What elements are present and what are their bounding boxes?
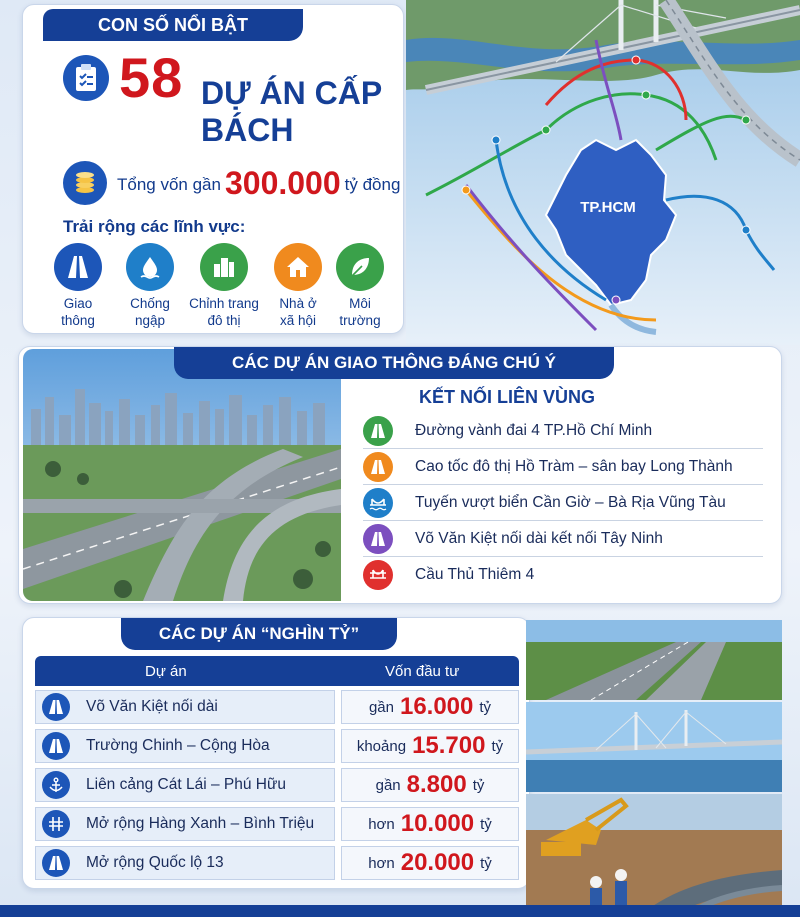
urgent-project-count: 58 xyxy=(119,46,184,109)
capital-qualifier: khoảng xyxy=(356,737,407,755)
project-row xyxy=(363,413,763,449)
total-capital xyxy=(117,165,400,202)
project-name: Tuyến vượt biển Cần Giờ – Bà Rịa Vũng Tàu xyxy=(415,493,726,511)
column-project: Dự án xyxy=(145,663,187,680)
capital-value: 8.800 xyxy=(406,771,467,798)
sector-line2: thông xyxy=(61,313,95,328)
capital-prefix: Tổng vốn gần xyxy=(117,175,221,194)
highlights-card xyxy=(22,4,404,334)
sector-line1: Nhà ở xyxy=(279,296,317,311)
clipboard-icon xyxy=(63,55,109,101)
sector-line1: Chống xyxy=(130,296,170,311)
project-name: Cầu Thủ Thiêm 4 xyxy=(415,566,535,583)
urgent-project-label: DỰ ÁN CẤP BÁCH xyxy=(201,75,382,148)
capital-unit: tỷ xyxy=(480,854,492,872)
construction-photos xyxy=(526,620,782,917)
capital-value: 20.000 xyxy=(400,849,475,876)
road-icon xyxy=(42,849,70,877)
sector-line2: đô thị xyxy=(207,313,241,328)
project-name: Võ Văn Kiệt nối dài kết nối Tây Ninh xyxy=(415,529,663,547)
road-icon xyxy=(54,243,102,291)
capital-value: 16.000 xyxy=(399,693,474,720)
house-icon xyxy=(274,243,322,291)
project-row xyxy=(363,521,763,557)
project-name: Võ Văn Kiệt nối dài xyxy=(86,698,218,715)
capital-value: 15.700 xyxy=(412,732,486,759)
sector-transport xyxy=(43,243,113,329)
interchange-icon xyxy=(42,810,70,838)
project-name: Mở rộng Quốc lộ 13 xyxy=(86,854,224,871)
table-header xyxy=(35,656,519,686)
coins-icon xyxy=(63,161,107,205)
road-icon xyxy=(42,732,70,760)
highlights-header: CON SỐ NỔI BẬT xyxy=(43,9,303,41)
capital-unit: tỷ xyxy=(491,737,504,755)
road-icon xyxy=(363,416,393,446)
sector-line2: trường xyxy=(339,313,381,328)
sector-urban xyxy=(189,243,259,329)
map-city-label: TP.HCM xyxy=(580,199,636,216)
leaf-icon xyxy=(336,243,384,291)
project-row xyxy=(363,485,763,521)
capital-unit: tỷ xyxy=(480,815,492,833)
road-icon xyxy=(42,693,70,721)
anchor-icon xyxy=(42,771,70,799)
project-name: Trường Chinh – Cộng Hòa xyxy=(86,737,270,754)
capital-unit: tỷ xyxy=(472,776,485,794)
sector-line2: ngập xyxy=(134,313,166,328)
bridge-icon xyxy=(363,488,393,518)
project-row xyxy=(363,557,763,593)
highway-interchange-photo xyxy=(23,349,341,601)
project-row xyxy=(363,449,763,485)
trillion-projects-header: CÁC DỰ ÁN “NGHÌN TỶ” xyxy=(121,618,397,650)
sector-line1: Giao xyxy=(63,296,93,311)
table-row xyxy=(35,807,519,841)
water-drop-icon xyxy=(126,243,174,291)
hcm-network-map xyxy=(406,0,800,345)
sector-flood xyxy=(115,243,185,329)
trillion-projects-card xyxy=(22,617,530,889)
bridge-icon xyxy=(363,560,393,590)
capital-qualifier: hơn xyxy=(368,815,395,833)
project-name: Đường vành đai 4 TP.Hồ Chí Minh xyxy=(415,421,653,439)
transport-projects-card xyxy=(18,346,782,604)
capital-qualifier: gần xyxy=(368,698,394,716)
capital-qualifier: hơn xyxy=(368,854,395,872)
table-row xyxy=(35,690,519,724)
footer-bar xyxy=(0,905,800,917)
table-row xyxy=(35,768,519,802)
road-icon xyxy=(363,452,393,482)
sectors-label: Trải rộng các lĩnh vực: xyxy=(63,217,246,236)
transport-projects-header: CÁC DỰ ÁN GIAO THÔNG ĐÁNG CHÚ Ý xyxy=(174,347,614,379)
regional-connection-title: KẾT NỐI LIÊN VÙNG xyxy=(419,387,596,407)
capital-value: 10.000 xyxy=(400,810,475,837)
project-name: Cao tốc đô thị Hồ Tràm – sân bay Long Thành xyxy=(415,457,733,475)
capital-unit: tỷ đồng xyxy=(344,175,401,194)
capital-unit: tỷ xyxy=(479,698,492,716)
table-row xyxy=(35,729,519,763)
sector-housing xyxy=(263,243,333,329)
table-row xyxy=(35,846,519,880)
capital-qualifier: gần xyxy=(375,776,401,794)
project-name: Liên cảng Cát Lái – Phú Hữu xyxy=(86,776,286,793)
sector-environment xyxy=(325,243,395,329)
sector-line1: Môi xyxy=(349,296,371,311)
sector-line2: xã hội xyxy=(279,313,317,328)
project-name: Mở rộng Hàng Xanh – Bình Triệu xyxy=(86,815,315,832)
sector-line1: Chỉnh trang xyxy=(189,296,259,311)
road-icon xyxy=(363,524,393,554)
capital-amount: 300.000 xyxy=(224,165,341,201)
city-buildings-icon xyxy=(200,243,248,291)
column-capital: Vốn đầu tư xyxy=(385,663,460,680)
